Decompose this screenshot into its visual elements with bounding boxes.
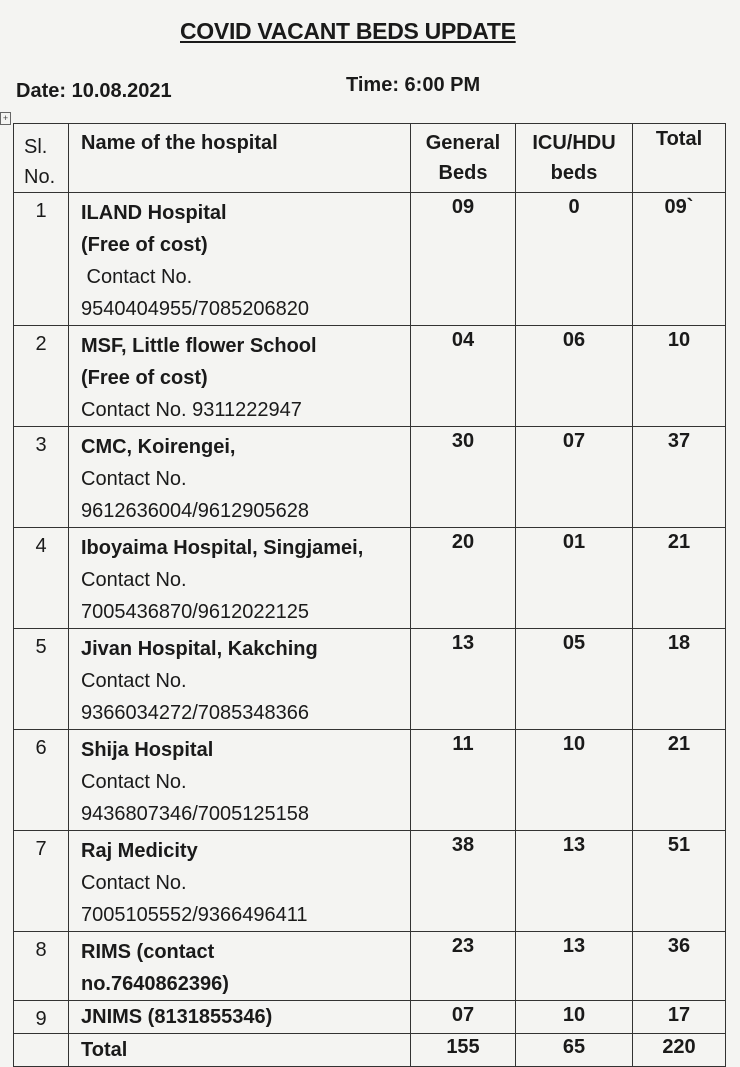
contact-line: 9366034272/7085348366 xyxy=(81,702,310,724)
contact-line: 9612636004/9612905628 xyxy=(81,500,310,522)
hospital-name: Shija Hospital xyxy=(81,739,214,761)
hospital-note: (Free of cost) xyxy=(81,234,208,256)
sl-no-cell: 8 xyxy=(14,932,69,1001)
icu-beds-cell: 10 xyxy=(516,1001,633,1034)
contact-line: Contact No. xyxy=(81,872,187,894)
totals-label: Total xyxy=(69,1034,411,1067)
hospital-cell xyxy=(69,427,411,528)
contact-line: 9540404955/7085206820 xyxy=(81,298,310,320)
table-row xyxy=(14,831,726,932)
icu-beds-cell: 10 xyxy=(516,730,633,831)
header-hospital-name: Name of the hospital xyxy=(69,124,411,193)
total-beds-cell: 37 xyxy=(633,427,726,528)
header-sl-no: Sl. No. xyxy=(14,124,69,193)
icu-beds-cell: 13 xyxy=(516,932,633,1001)
contact-line: 9436807346/7005125158 xyxy=(81,803,310,825)
general-beds-cell: 38 xyxy=(411,831,516,932)
total-beds-cell: 21 xyxy=(633,528,726,629)
table-header-row xyxy=(14,124,726,193)
sl-no-cell: 1 xyxy=(14,193,69,326)
table-body xyxy=(14,193,726,1067)
totals-sl-empty xyxy=(14,1034,69,1067)
hospital-name: Iboyaima Hospital, Singjamei, xyxy=(81,537,364,559)
general-beds-cell: 11 xyxy=(411,730,516,831)
contact-line: Contact No. xyxy=(81,468,187,490)
table-row xyxy=(14,932,726,1001)
total-beds-cell: 09` xyxy=(633,193,726,326)
hospital-cell xyxy=(69,528,411,629)
icu-beds-cell: 05 xyxy=(516,629,633,730)
general-beds-cell: 13 xyxy=(411,629,516,730)
hospital-note: (Free of cost) xyxy=(81,367,208,389)
general-beds-cell: 30 xyxy=(411,427,516,528)
contact-line: Contact No. xyxy=(81,266,193,288)
sl-no-cell: 2 xyxy=(14,326,69,427)
general-beds-cell: 09 xyxy=(411,193,516,326)
hospital-cell xyxy=(69,932,411,1001)
hospital-cell xyxy=(69,730,411,831)
table-row xyxy=(14,427,726,528)
contact-line: Contact No. xyxy=(81,670,187,692)
header-icu-hdu-beds: ICU/HDU beds xyxy=(516,124,633,193)
contact-line: 7005436870/9612022125 xyxy=(81,601,310,623)
hospital-cell xyxy=(69,326,411,427)
hospital-cell xyxy=(69,1001,411,1034)
hospital-name: Jivan Hospital, Kakching xyxy=(81,638,318,660)
totals-total-cell: 220 xyxy=(633,1034,726,1067)
icu-beds-cell: 13 xyxy=(516,831,633,932)
header-general-beds: General Beds xyxy=(411,124,516,193)
table-row xyxy=(14,193,726,326)
total-beds-cell: 21 xyxy=(633,730,726,831)
table-row xyxy=(14,629,726,730)
hospital-name: JNIMS (8131855346) xyxy=(81,1006,273,1028)
hospital-cell xyxy=(69,831,411,932)
icu-beds-cell: 06 xyxy=(516,326,633,427)
hospital-name: CMC, Koirengei, xyxy=(81,436,236,458)
table-row xyxy=(14,528,726,629)
general-beds-cell: 07 xyxy=(411,1001,516,1034)
total-beds-cell: 18 xyxy=(633,629,726,730)
sl-no-cell: 9 xyxy=(14,1001,69,1034)
totals-general-cell: 155 xyxy=(411,1034,516,1067)
hospital-name: Raj Medicity xyxy=(81,840,198,862)
hospital-cell xyxy=(69,629,411,730)
totals-icu-cell: 65 xyxy=(516,1034,633,1067)
totals-row xyxy=(14,1034,726,1067)
sl-no-cell: 5 xyxy=(14,629,69,730)
contact-line: Contact No. xyxy=(81,771,187,793)
total-beds-cell: 17 xyxy=(633,1001,726,1034)
icu-beds-cell: 07 xyxy=(516,427,633,528)
sl-no-cell: 7 xyxy=(14,831,69,932)
hospital-cell xyxy=(69,193,411,326)
table-row xyxy=(14,326,726,427)
document-title: COVID VACANT BEDS UPDATE xyxy=(180,18,516,44)
sl-no-cell: 4 xyxy=(14,528,69,629)
hospital-note: no.7640862396) xyxy=(81,973,229,995)
hospital-name: ILAND Hospital xyxy=(81,202,227,224)
total-beds-cell: 36 xyxy=(633,932,726,1001)
general-beds-cell: 20 xyxy=(411,528,516,629)
header-total: Total xyxy=(633,124,726,193)
icu-beds-cell: 01 xyxy=(516,528,633,629)
general-beds-cell: 23 xyxy=(411,932,516,1001)
general-beds-cell: 04 xyxy=(411,326,516,427)
date-label: Date: 10.08.2021 xyxy=(16,80,172,102)
table-row xyxy=(14,730,726,831)
contact-line: 7005105552/9366496411 xyxy=(81,904,308,926)
sl-no-cell: 3 xyxy=(14,427,69,528)
table-move-handle-icon[interactable]: + xyxy=(0,112,11,125)
total-beds-cell: 51 xyxy=(633,831,726,932)
hospital-name: RIMS (contact xyxy=(81,941,215,963)
icu-beds-cell: 0 xyxy=(516,193,633,326)
hospital-name: MSF, Little flower School xyxy=(81,335,317,357)
table-row xyxy=(14,1001,726,1034)
contact-line: Contact No. xyxy=(81,569,187,591)
total-beds-cell: 10 xyxy=(633,326,726,427)
beds-table xyxy=(13,123,726,1067)
sl-no-cell: 6 xyxy=(14,730,69,831)
contact-line: Contact No. 9311222947 xyxy=(81,399,302,421)
time-label: Time: 6:00 PM xyxy=(346,74,481,96)
